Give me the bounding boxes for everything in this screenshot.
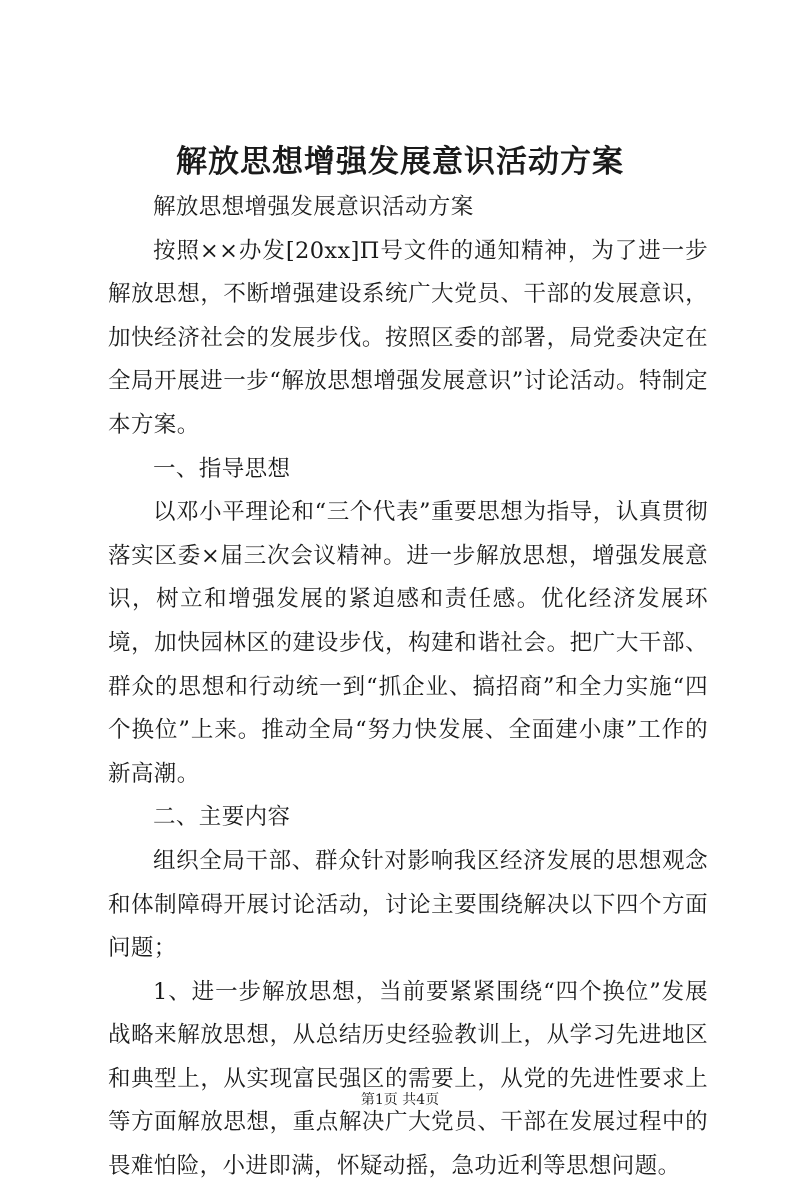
section-heading-main-content: 二、主要内容 (153, 804, 291, 831)
paragraph-subtitle: 解放思想增强发展意识活动方案 (153, 194, 474, 220)
page-footer: 第1页 共4页 (360, 1092, 440, 1108)
document-title: 解放思想增强发展意识活动方案 (176, 144, 624, 180)
document-body (108, 186, 708, 1189)
paragraph-guiding-ideology: 以邓小平理论和“三个代表”重要思想为指导，认真贯彻落实区委×届三次会议精神。进一步解放思想，增强发展意识，树立和增强发展的紧迫感和责任感。优化经济发展环境，加快园林区的建设步伐，构建和谐社会。把广大干部、群众的思想和行动统一到“抓企业、搞招商”和全力实施“四个换位”上来。推动全局“努力快发展、全面建小康”工作的新高潮。 (108, 499, 708, 787)
paragraph-main-content: 组织全局干部、群众针对影响我区经济发展的思想观念和体制障碍开展讨论活动，讨论主要围绕解决以下四个方面问题； (108, 847, 708, 962)
paragraph-item-1: 1、进一步解放思想，当前要紧紧围绕“四个换位”发展战略来解放思想，从总结历史经验教训上，从学习先进地区和典型上，从实现富民强区的需要上，从党的先进性要求上等方面解放思想，重点解决广大党员、干部在发展过程中的畏难怕险，小进即满，怀疑动摇，急功近利等思想问题。 (108, 978, 708, 1180)
section-heading-guiding-ideology: 一、指导思想 (153, 455, 291, 482)
paragraph-intro: 按照××办发[20xx]Π号文件的通知精神，为了进一步解放思想，不断增强建设系统广大党员、干部的发展意识，加快经济社会的发展步伐。按照区委的部署，局党委决定在全局开展进一步“解放思想增强发展意识”讨论活动。特制定本方案。 (108, 237, 708, 438)
